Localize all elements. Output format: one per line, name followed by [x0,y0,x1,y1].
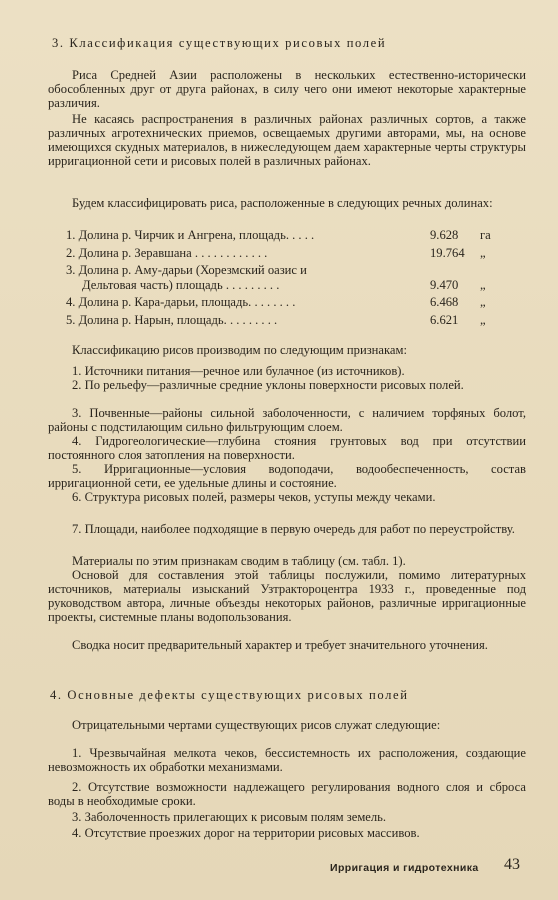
criteria-item: 3. Почвенные—районы сильной заболоченности, с наличием торфяных болот, районы с подстилающим сильно фильтрующим слоем. [48,406,526,435]
valley-unit: „ [480,278,486,292]
section-3-paragraph-4: Классификацию рисов производим по следующим признакам: [72,343,407,357]
section-3-paragraph-6: Основой для составления этой таблицы послужили, помимо литературных источников, материалы изысканий Узтрактороцентра 1933 г., проведенные под руководством автора, личные объезды некоторых районов, различные ирригационные проекты, системные планы водопользования. [48,568,526,625]
defect-item: 3. Заболоченность прилегающих к рисовым полям земель. [72,810,387,824]
defect-item: 1. Чрезвычайная мелкота чеков, бессистемность их расположения, создающие невозможность их обработки механизмами. [48,746,526,775]
valley-area: 19.764 [430,246,465,260]
section-4-paragraph-1: Отрицательными чертами существующих рисов служат следующие: [72,718,441,732]
page-number: 43 [504,856,520,873]
valley-row [66,295,506,309]
valley-area: 9.628 [430,228,459,242]
journal-running-title: Ирригация и гидротехника [330,862,479,874]
valley-name: 4. Долина р. Кара-дарьи, площадь. . . . . . . . [66,295,296,309]
criteria-item: 1. Источники питания—речное или булачное (из источников). [72,364,405,378]
valley-unit: „ [480,295,486,309]
valley-row [66,263,506,277]
valley-name: 1. Долина р. Чирчик и Ангрена, площадь. . . . . [66,228,315,242]
valley-row [66,246,506,260]
valley-name: 5. Долина р. Нарын, площадь. . . . . . . . . [66,313,278,327]
valley-area: 6.468 [430,295,459,309]
valley-name: 2. Долина р. Зеравшана . . . . . . . . . . . . [66,246,268,260]
criteria-item: 5. Ирригационные—условия водоподачи, водообеспеченность, состав ирригационной сети, ее удельные длины и состояние. [48,462,526,491]
valley-name: 3. Долина р. Аму-дарьи (Хорезмский оазис и [66,263,307,277]
valley-row [66,313,506,327]
valley-row [66,228,506,242]
valley-unit: га [480,228,491,242]
valley-area: 6.621 [430,313,459,327]
section-3-paragraph-5: Материалы по этим признакам сводим в таблицу (см. табл. 1). [72,554,406,568]
criteria-item: 7. Площади, наиболее подходящие в первую очередь для работ по переустройству. [72,522,515,536]
valley-unit: „ [480,313,486,327]
section-3-paragraph-3: Будем классифицировать риса, расположенные в следующих речных долинах: [72,196,493,210]
section-3-paragraph-2: Не касаясь распространения в различных районах различных сортов, а также различных агротехнических приемов, освещаемых другими авторами, мы, на основе имеющихся скудных материалов, в нижеследующем даем характерные черты структуры ирригационной сети и рисовых полей в различных районах. [48,112,526,169]
section-3-paragraph-1: Риса Средней Азии расположены в нескольких естественно-исторически обособленных друг от друга районах, в силу чего они имеют некоторые характерные различия. [48,68,526,111]
valley-row [82,278,522,292]
defect-item: 2. Отсутствие возможности надлежащего регулирования водного слоя и сброса воды в необходимые сроки. [48,780,526,809]
section-3-heading: 3. Классификация существующих рисовых полей [52,36,387,50]
valley-area: 9.470 [430,278,459,292]
valley-name: Дельтовая часть) площадь . . . . . . . . . [82,278,280,292]
criteria-item: 4. Гидрогеологические—глубина стояния грунтовых вод при отсутствии постоянного слоя затопления на поверхности. [48,434,526,463]
section-3-paragraph-7: Сводка носит предварительный характер и требует значительного уточнения. [72,638,488,652]
criteria-item: 6. Структура рисовых полей, размеры чеков, уступы между чеками. [72,490,436,504]
section-4-heading: 4. Основные дефекты существующих рисовых полей [50,688,409,702]
defect-item: 4. Отсутствие проезжих дорог на территории рисовых массивов. [72,826,420,840]
criteria-item: 2. По рельефу—различные средние уклоны поверхности рисовых полей. [72,378,464,392]
valley-unit: „ [480,246,486,260]
